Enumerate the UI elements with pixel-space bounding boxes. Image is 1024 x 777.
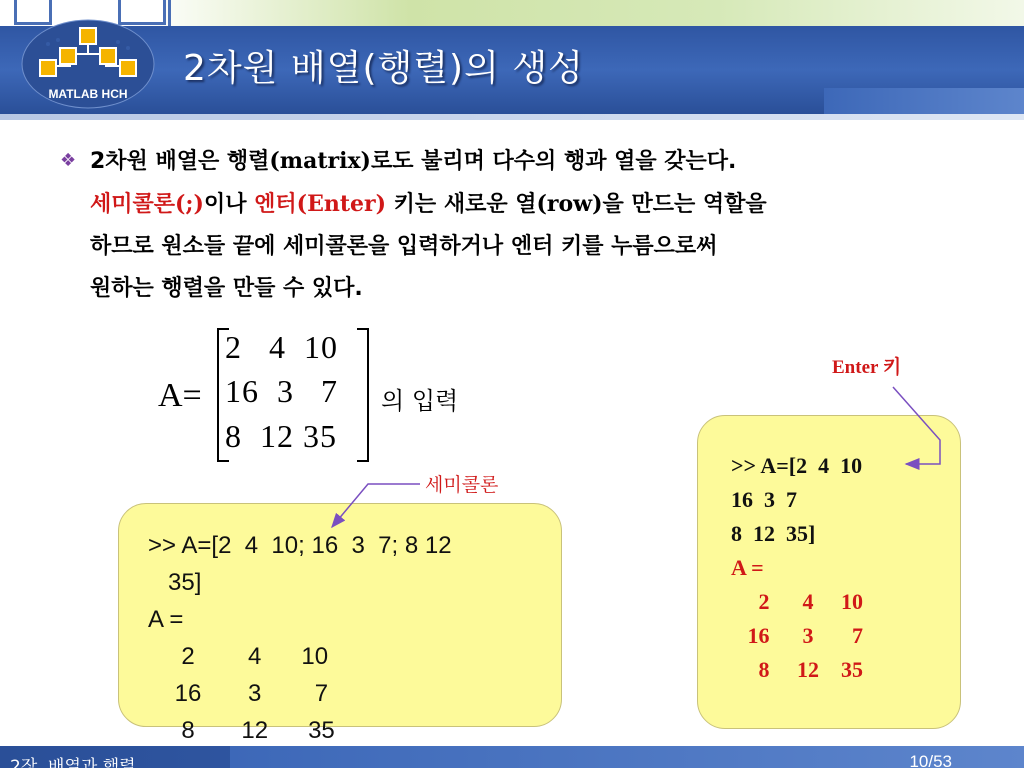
matrix-row: 8 12 35 [225,418,337,454]
code-command-cont: 16 3 7 [731,487,797,512]
code-command: >> A=[2 4 10 [731,453,863,478]
footer-bar [0,746,1024,777]
text-segment: (row) [536,191,603,217]
result-row: 2 4 10 [731,589,863,614]
slide-title: 2차원 배열(행렬)의 생성 [183,48,584,89]
matrix-equation [150,325,490,465]
matrix-input-label: 의 입력 [381,387,459,415]
paragraph-line-4: 원하는 행렬을 만들 수 있다. [90,276,363,301]
logo-text: MATLAB HCH [48,87,128,101]
highlight-semicolon-symbol: (;) [175,191,204,217]
matlab-logo [18,14,158,110]
text-segment: 로도 불리며 다수의 행과 열을 갖는다. [370,149,737,174]
diamond-bullet-icon: ❖ [60,150,77,171]
paragraph-line-1 [90,140,980,183]
paragraph-line-3: 하므로 원소들 끝에 세미콜론을 입력하거나 엔터 키를 누름으로써 [90,234,718,259]
result-row: 16 3 7 [731,623,863,648]
code-command-cont: 35] [148,569,202,596]
text-segment: 2차원 배열은 행렬 [90,149,270,174]
header-decor-bar [168,0,171,26]
footer-chapter: 2장. 배열과 행렬 [10,757,136,777]
matrix-row: 2 4 10 [225,329,338,365]
text-segment: (matrix) [269,148,371,174]
matrix-name: A= [158,377,202,414]
right-bracket [357,328,369,462]
result-row: 8 12 35 [148,717,335,744]
header-notch [824,88,1024,114]
result-header: A = [148,606,184,633]
highlight-enter-word: (Enter) [296,191,386,217]
enter-code [731,449,863,687]
paragraph-line-2 [90,183,980,226]
bullet-text [90,140,980,310]
enter-key-label: Enter 키 [832,357,902,378]
semicolon-code [148,527,452,749]
page-number: 10/53 [909,752,952,771]
text-segment: 키는 새로운 열 [386,192,537,217]
logo-icon [18,14,158,110]
result-row: 8 12 35 [731,657,863,682]
code-command: >> A=[2 4 10; 16 3 7; 8 12 [148,532,452,559]
result-row: 2 4 10 [148,643,329,670]
header-divider [0,114,1024,120]
result-row: 16 3 7 [148,680,329,707]
text-segment: 을 만드는 역할을 [602,192,767,217]
matrix-row: 16 3 7 [225,373,338,409]
semicolon-label: 세미콜론 [425,474,499,496]
result-header: A = [731,555,764,580]
highlight-semicolon: 세미콜론 [90,192,176,217]
footer-gradient [230,746,1024,768]
code-command-cont: 8 12 35] [731,521,816,546]
text-segment: 이나 [203,192,255,217]
highlight-enter: 엔터 [254,192,297,217]
